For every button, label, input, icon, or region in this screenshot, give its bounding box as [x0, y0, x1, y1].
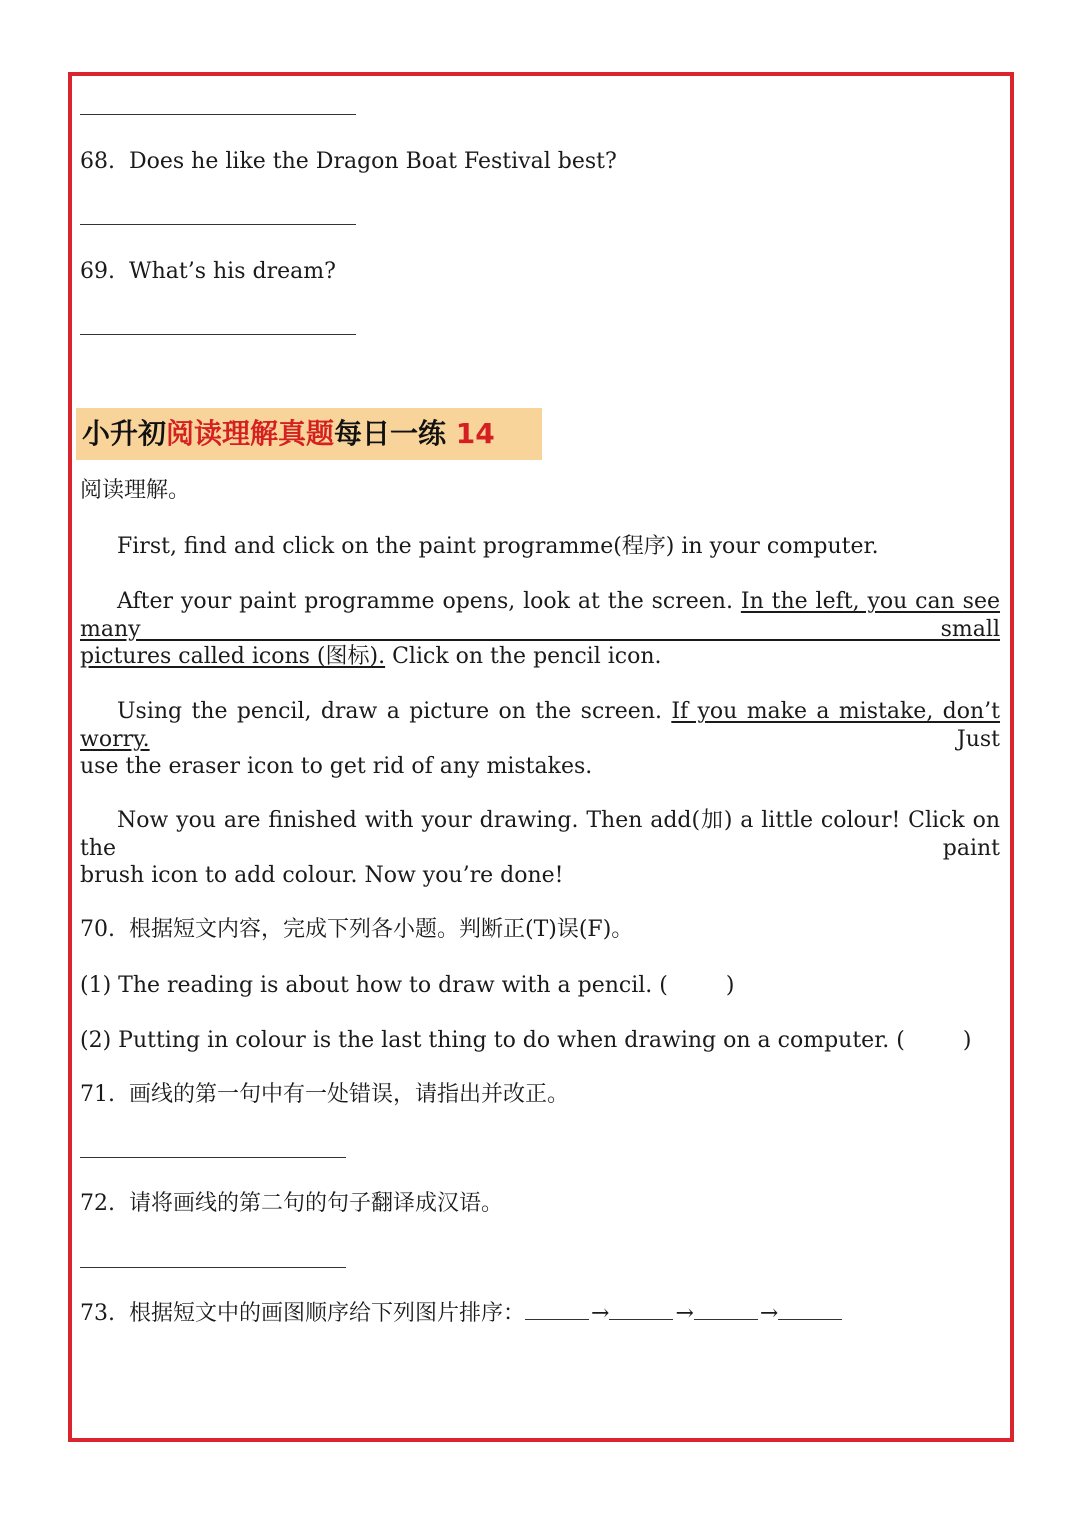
sub-1-close: )	[725, 973, 735, 998]
question-70-sub-1	[80, 972, 734, 1000]
arrow-icon: →	[759, 1301, 779, 1326]
banner-part3: 每日一练	[334, 417, 447, 450]
arrow-icon: →	[675, 1301, 694, 1326]
question-72	[80, 1190, 503, 1218]
sub-1-text: (1) The reading is about how to draw with a pencil. (	[80, 973, 668, 998]
question-70-sub-2	[80, 1027, 971, 1055]
question-72-number: 72.	[80, 1191, 115, 1216]
question-68-number: 68.	[80, 149, 115, 174]
answer-line-72[interactable]	[80, 1267, 346, 1268]
order-blank-4[interactable]	[778, 1301, 842, 1320]
section-banner	[76, 408, 542, 460]
question-73	[80, 1300, 842, 1328]
passage-paragraph-1: First, find and click on the paint programme(程序) in your computer.	[117, 534, 879, 559]
question-70-number: 70.	[80, 917, 115, 942]
order-blank-3[interactable]	[694, 1301, 758, 1320]
p2-plain-2: Click on the pencil icon.	[392, 644, 662, 669]
question-70-text: 根据短文内容，完成下列各小题。判断正(T)误(F)。	[129, 917, 634, 942]
question-68	[80, 148, 617, 176]
passage-paragraph-3-line-2: use the eraser icon to get rid of any mistakes.	[80, 754, 593, 779]
question-69	[80, 258, 336, 286]
passage-paragraph-4-line-1: Now you are finished with your drawing. Then add(加) a little colour! Click on the paint	[80, 808, 1000, 861]
question-72-text: 请将画线的第二句的句子翻译成汉语。	[129, 1191, 504, 1216]
passage-paragraph-3-line-1	[80, 698, 1000, 754]
passage-paragraph-2-line-1	[80, 588, 1000, 644]
p3-plain: Using the pencil, draw a picture on the screen.	[117, 699, 662, 724]
sub-2-text: (2) Putting in colour is the last thing to do when drawing on a computer. (	[80, 1028, 905, 1053]
banner-part1: 小升初	[82, 417, 167, 450]
question-71-number: 71.	[80, 1082, 115, 1107]
passage-paragraph-4-line-2: brush icon to add colour. Now you’re done!	[80, 863, 564, 888]
question-69-text: What’s his dream?	[129, 259, 336, 284]
question-71-text: 画线的第一句中有一处错误，请指出并改正。	[129, 1082, 570, 1107]
answer-line-71[interactable]	[80, 1157, 346, 1158]
answer-line-68[interactable]	[80, 224, 356, 225]
order-blank-2[interactable]	[609, 1301, 673, 1320]
sub-2-close: )	[962, 1028, 972, 1053]
answer-line-67[interactable]	[80, 114, 356, 115]
passage-paragraph-2-line-2	[80, 643, 1000, 671]
banner-number: 14	[455, 417, 495, 450]
question-69-number: 69.	[80, 259, 115, 284]
underlined-sentence-1-part-1: In the left, you can see many small	[80, 589, 1000, 642]
question-71	[80, 1081, 569, 1109]
question-73-number: 73.	[80, 1301, 115, 1326]
order-blank-1[interactable]	[525, 1301, 589, 1320]
p3-end: Just	[956, 727, 1000, 752]
underlined-sentence-1-part-2: pictures called icons (图标).	[80, 644, 386, 669]
question-68-text: Does he like the Dragon Boat Festival best?	[129, 149, 617, 174]
underlined-sentence-2: If you make a mistake, don’t worry.	[80, 699, 1000, 752]
answer-line-69[interactable]	[80, 334, 356, 335]
question-70	[80, 916, 633, 944]
question-73-text: 根据短文中的画图顺序给下列图片排序：	[129, 1301, 526, 1326]
banner-part2: 阅读理解真题	[166, 417, 335, 450]
arrow-icon: →	[591, 1301, 610, 1326]
section-label: 阅读理解。	[80, 478, 191, 503]
p2-plain: After your paint programme opens, look at the screen.	[117, 589, 733, 614]
